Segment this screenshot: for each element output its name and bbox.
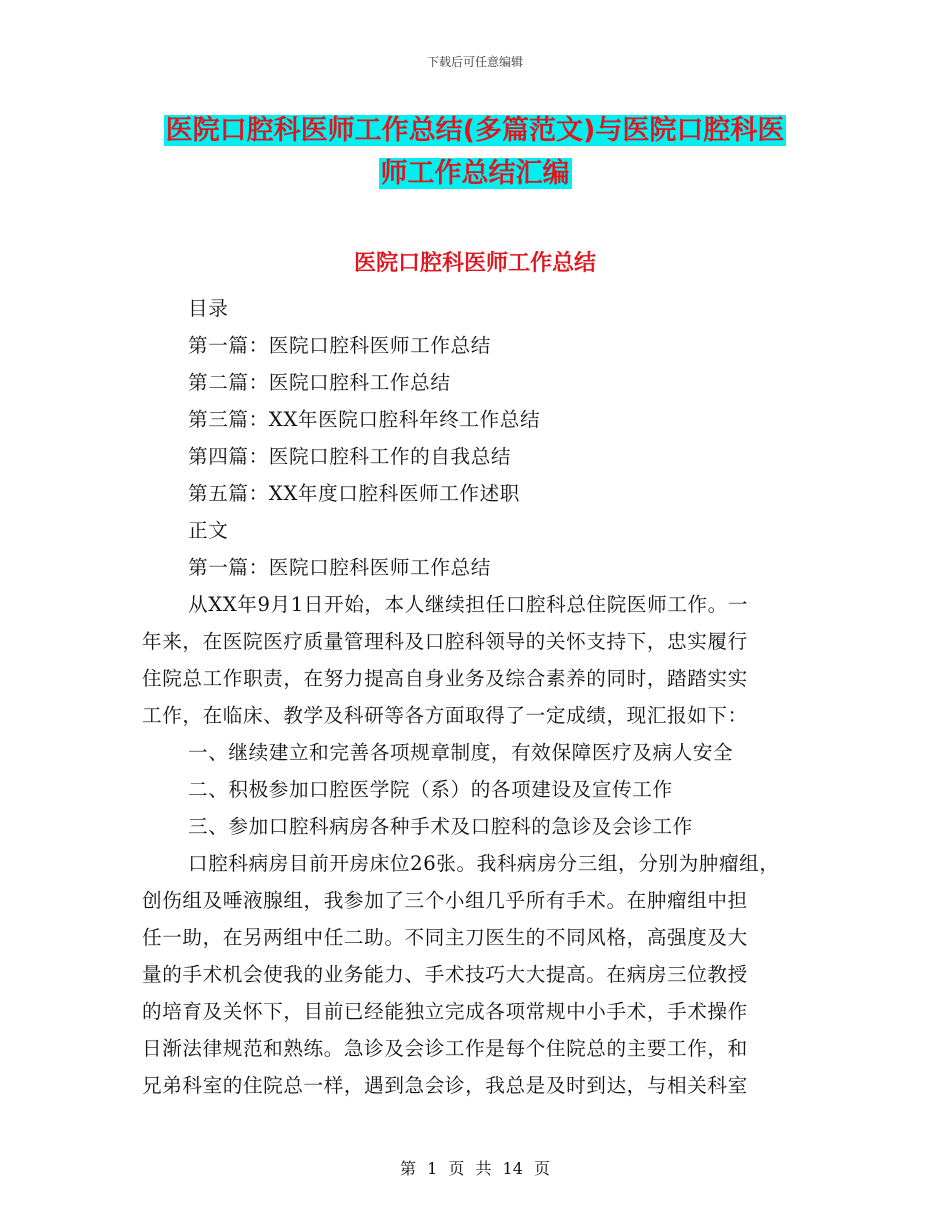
text-line: 量的手术机会使我的业务能力、手术技巧大大提高。在病房三位教授: [142, 963, 748, 986]
text-line: 的培育及关怀下，目前已经能独立完成各项常规中小手术，手术操作: [142, 1000, 748, 1023]
text-line: 第一篇：医院口腔科医师工作总结: [188, 556, 491, 579]
document-body: [142, 290, 812, 1104]
text-line: 任一助，在另两组中任二助。不同主刀医生的不同风格，高强度及大: [142, 926, 748, 949]
text-line: 第五篇：XX年度口腔科医师工作述职: [188, 482, 521, 505]
text-line: 二、积极参加口腔医学院（系）的各项建设及宣传工作: [188, 778, 673, 801]
title-highlight: 医院口腔科医师工作总结(多篇范文)与医院口腔科医: [165, 115, 785, 146]
text-line: 目录: [188, 297, 229, 320]
document-title-line-2: [0, 151, 950, 197]
text-line: 年来，在医院医疗质量管理科及口腔科领导的关怀支持下，忠实履行: [142, 630, 748, 653]
document-title-line-1: [0, 108, 950, 154]
text-line: 正文: [188, 519, 229, 542]
text-line: 创伤组及唾液腺组，我参加了三个小组几乎所有手术。在肿瘤组中担: [142, 889, 748, 912]
text-line: 日渐法律规范和熟练。急诊及会诊工作是每个住院总的主要工作，和: [142, 1037, 748, 1060]
text-line: 三、参加口腔科病房各种手术及口腔科的急诊及会诊工作: [188, 815, 693, 838]
text-line: 第一篇：医院口腔科医师工作总结: [188, 334, 491, 357]
page-footer: 第 1 页 共 14 页: [400, 1159, 550, 1178]
text-line: 第三篇：XX年医院口腔科年终工作总结: [188, 408, 541, 431]
page-header-note: 下载后可任意编辑: [426, 55, 523, 69]
title-highlight: 师工作总结汇编: [380, 158, 570, 189]
text-line: 兄弟科室的住院总一样，遇到急会诊，我总是及时到达，与相关科室: [142, 1074, 748, 1097]
text-line: 从XX年9月1日开始，本人继续担任口腔科总住院医师工作。一: [188, 593, 749, 616]
text-line: 第四篇：医院口腔科工作的自我总结: [188, 445, 512, 468]
section-title: 医院口腔科医师工作总结: [353, 251, 596, 276]
text-line: 工作，在临床、教学及科研等各方面取得了一定成绩，现汇报如下：: [142, 704, 748, 727]
text-line: 一、继续建立和完善各项规章制度，有效保障医疗及病人安全: [188, 741, 734, 764]
text-line: 第二篇：医院口腔科工作总结: [188, 371, 451, 394]
text-line: 住院总工作职责，在努力提高自身业务及综合素养的同时，踏踏实实: [142, 667, 748, 690]
text-line: 口腔科病房目前开房床位26张。我科病房分三组，分别为肿瘤组，: [188, 852, 780, 875]
